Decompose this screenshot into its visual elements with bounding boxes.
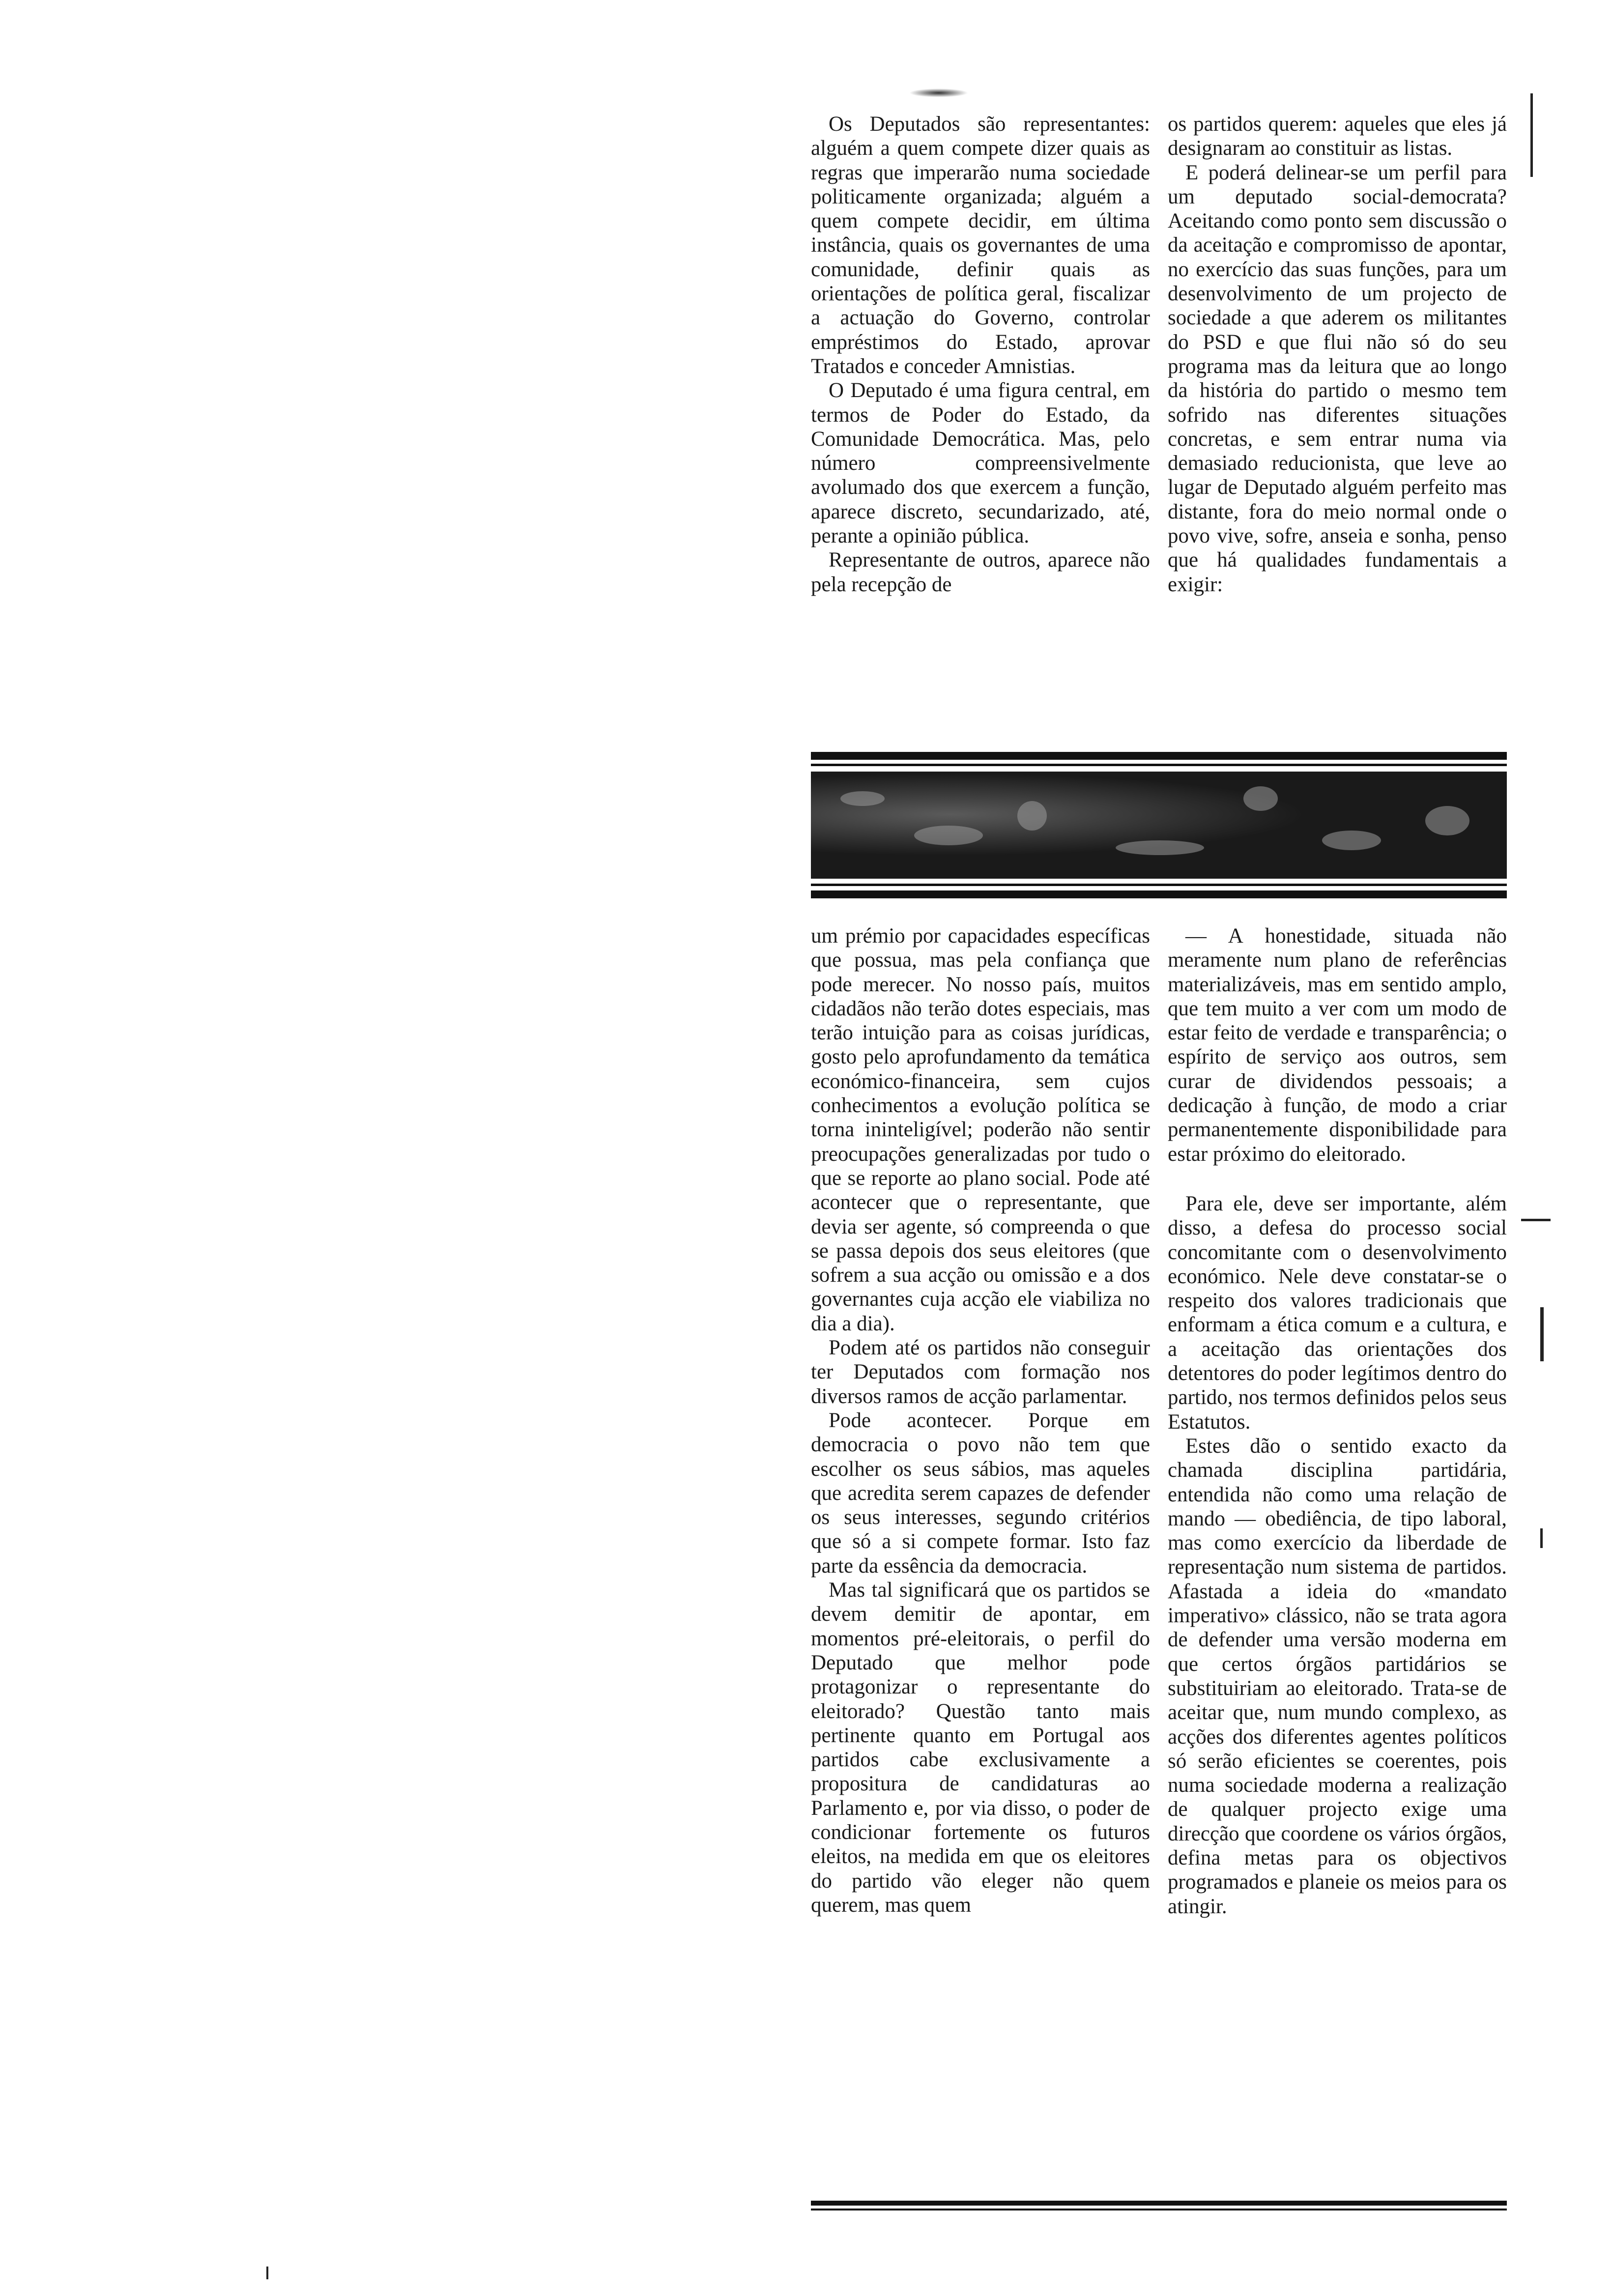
paragraph: Mas tal significará que os partidos se devem demitir de apontar, em momentos pré-eleitorais, o perfil do Deputado que melhor pode protagonizar o representante do eleitorado? Questão tanto mais pertinente quanto em Portugal aos partidos cabe exclusivamente a propositura de candidaturas ao Parlamento e, por via disso, o poder de condicionar fortemente os futuros eleitos, na medida em que os eleitores do partido vão eleger não quem querem, mas quem	[811, 1578, 1150, 1917]
separator-rule-bottom	[811, 890, 1507, 898]
column-3	[811, 924, 1150, 1917]
paragraph: um prémio por capacidades específicas que possua, mas pela confiança que pode merecer. No nosso país, muitos cidadãos não terão dotes especiais, mas terão intuição para as coisas jurídicas, gosto pelo aprofundamento da temática económico-financeira, sem cujos conhecimentos a evolução política se torna ininteligível; poderão não sentir preocupações generalizadas por tudo o que se reporte ao plano social. Pode até acontecer que o representante, que devia ser agente, só compreenda o que se passa depois dos seus eleitores (que sofrem a sua acção ou omissão e a dos governantes cuja acção ele viabiliza no dia a dia).	[811, 924, 1150, 1335]
paragraph: Representante de outros, aparece não pela recepção de	[811, 548, 1150, 596]
column-2	[1168, 112, 1507, 597]
paragraph: Para ele, deve ser importante, além disso, a defesa do processo social concomitante com o desenvolvimento económico. Nele deve constatar-se o respeito dos valores tradicionais que enformam a ética comum e a cultura, e a aceitação das orientações dos detentores do poder legítimos dentro do partido, nos termos definidos pelos seus Estatutos.	[1168, 1192, 1507, 1434]
paragraph: Estes dão o sentido exacto da chamada disciplina partidária, entendida não como uma relação de mando — obediência, de tipo laboral, mas como exercício da liberdade de representação num sistema de partidos. Afastada a ideia do «mandato imperativo» clássico, não se trata agora de defender uma versão moderna em que certos órgãos partidários se substituiriam ao eleitorado. Trata-se de aceitar que, num mundo complexo, as acções dos diferentes agentes políticos só serão eficientes se coerentes, pois numa sociedade moderna a realização de qualquer projecto exige uma direcção que coordene os vários órgãos, defina metas para os objectivos programados e planeie os meios para os atingir.	[1168, 1434, 1507, 1918]
column-4	[1168, 924, 1507, 1919]
margin-mark	[1540, 1307, 1544, 1361]
photo-strip	[811, 772, 1507, 879]
footer-rule	[811, 2201, 1507, 2206]
paragraph: E poderá delinear-se um perfil para um deputado social-democrata? Aceitando como ponto sem discussão o da aceitação e compromisso de apontar, no exercício das suas funções, para um desenvolvimento de um projecto de sociedade a que aderem os militantes do PSD e que flui não só do seu programa mas da leitura que ao longo da história do partido o mesmo tem sofrido nas diferentes situações concretas, e sem entrar numa via demasiado reducionista, que leve ao lugar de Deputado alguém perfeito mas distante, fora do meio normal onde o povo vive, sofre, anseia e sonha, penso que há qualidades fundamentais a exigir:	[1168, 161, 1507, 596]
margin-mark	[1540, 1528, 1543, 1548]
paragraph: O Deputado é uma figura central, em termos de Poder do Estado, da Comunidade Democrática. Mas, pelo número compreensivelmente avolumado dos que exercem a função, aparece discreto, secundarizado, até, perante a opinião pública.	[811, 379, 1150, 548]
separator-rule-bottom-thin	[811, 884, 1507, 886]
margin-mark	[1521, 1219, 1551, 1221]
paragraph: Podem até os partidos não conseguir ter Deputados com formação nos diversos ramos de acção parlamentar.	[811, 1336, 1150, 1408]
header-smudge	[909, 88, 968, 97]
column-1	[811, 112, 1150, 597]
paragraph: Os Deputados são representantes: alguém a quem compete dizer quais as regras que imperarão numa sociedade politicamente organizada; alguém a quem compete decidir, em última instância, quais os governantes de uma comunidade, definir quais as orientações de política geral, fiscalizar a actuação do Governo, controlar empréstimos do Estado, aprovar Tratados e conceder Amnistias.	[811, 113, 1150, 378]
paragraph: — A honestidade, situada não meramente num plano de referências materializáveis, mas em sentido amplo, que tem muito a ver com um modo de estar feito de verdade e transparência; o espírito de serviço aos outros, sem curar de dividendos pessoais; a dedicação à função, de modo a criar permanentemente disponibilidade para estar próximo do eleitorado.	[1168, 924, 1507, 1166]
separator-rule-top	[811, 752, 1507, 760]
paragraph: Pode acontecer. Porque em democracia o povo não tem que escolher os seus sábios, mas aqueles que acredita serem capazes de defender os seus interesses, segundo critérios que só a si compete formar. Isto faz parte da essência da democracia.	[811, 1408, 1150, 1578]
margin-mark	[1530, 93, 1533, 177]
footer-rule-thin	[811, 2209, 1507, 2210]
paragraph: os partidos querem: aqueles que eles já designaram ao constituir as listas.	[1168, 113, 1507, 160]
margin-mark	[266, 2267, 268, 2279]
separator-rule-top-thin	[811, 764, 1507, 766]
